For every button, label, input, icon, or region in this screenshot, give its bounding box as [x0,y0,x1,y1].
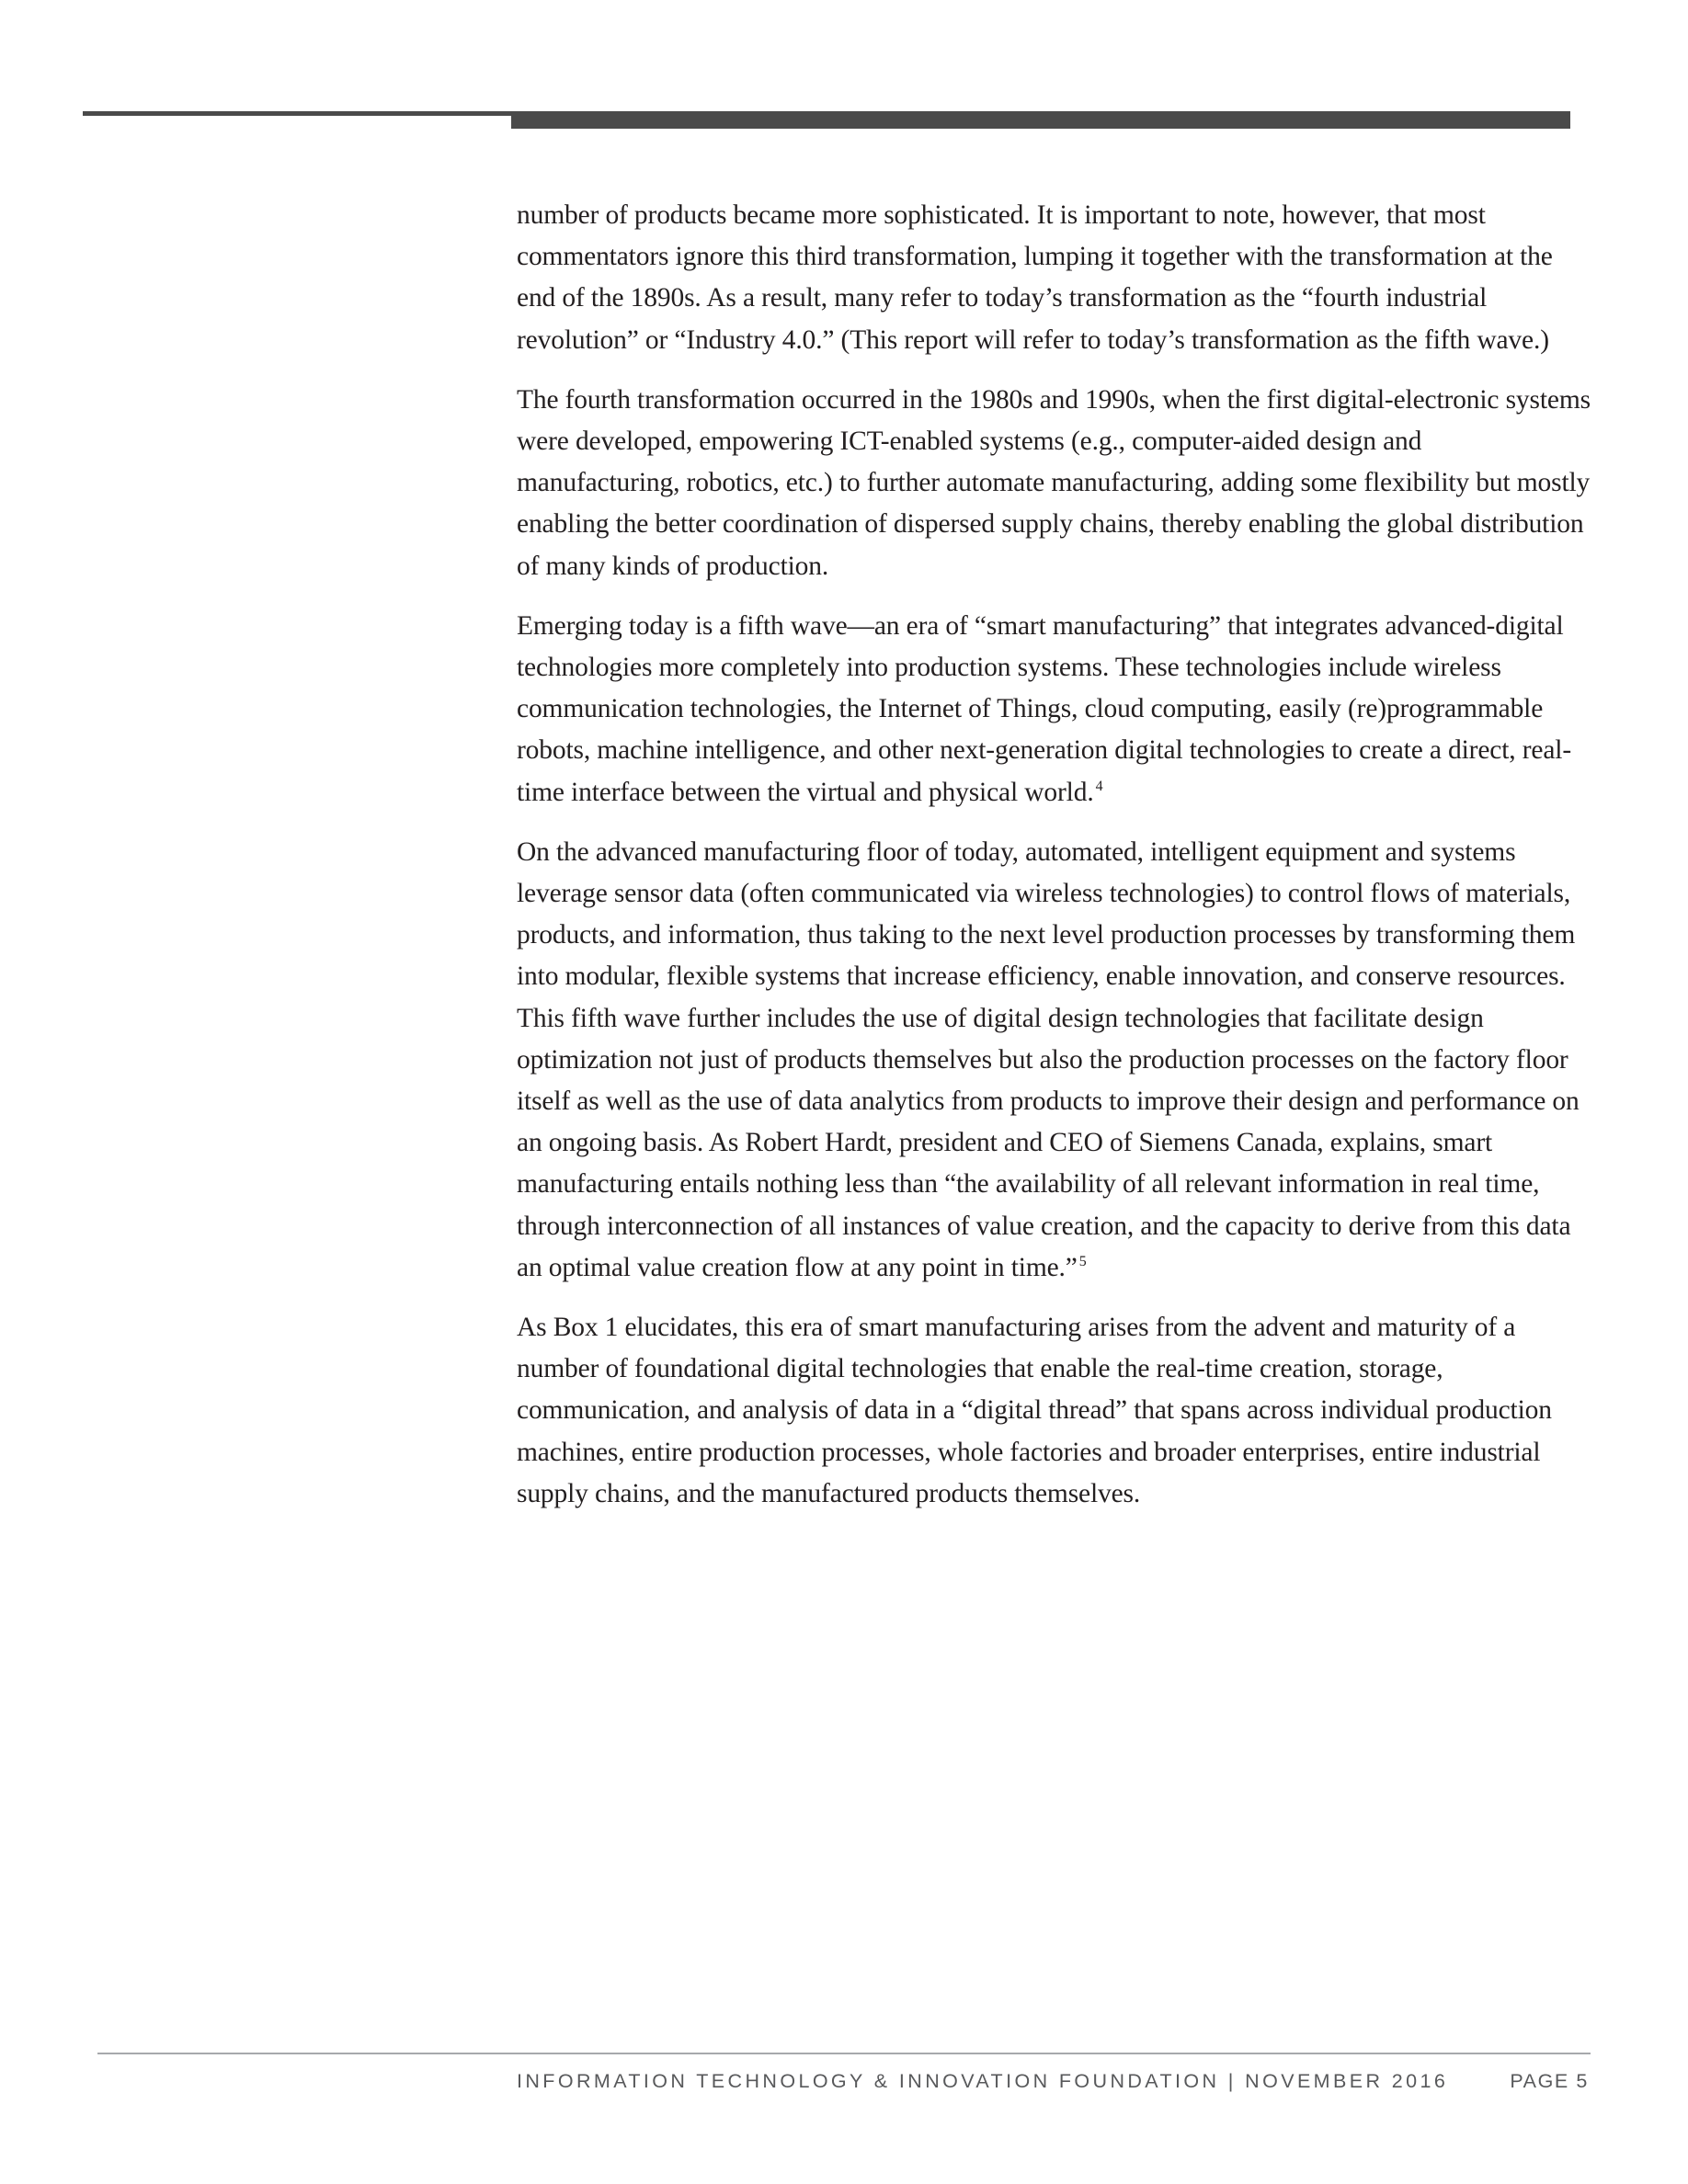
footer-date: NOVEMBER 2016 [1245,2070,1449,2092]
footnote-ref-4[interactable]: 4 [1095,778,1103,794]
footer-separator: | [1227,2070,1237,2092]
page-number: PAGE 5 [1510,2070,1589,2092]
footer-organization: INFORMATION TECHNOLOGY & INNOVATION FOUNDATION [517,2070,1220,2092]
body-text [517,195,1591,1533]
footer-source-line [517,2070,1448,2093]
header-rule-thick [511,111,1570,129]
paragraph-4 [517,832,1591,1289]
paragraph-2-text: The fourth transformation occurred in the 1980s and 1990s, when the first digital-electronic systems were developed, empowering ICT-enabled systems (e.g., computer-aided design and manufacturing, robotics, etc.) to further automate manufacturing, adding some flexibility but mostly enabling the better coordination of dispersed supply chains, thereby enabling the global distribution of many kinds of production. [517,384,1591,581]
paragraph-4-text: On the advanced manufacturing floor of today, automated, intelligent equipment and systems leverage sensor data (often communicated via wireless technologies) to control flows of materials, products, and information, thus taking to the next level production processes by transforming them into modular, flexible systems that increase efficiency, enable innovation, and conserve resources. This fifth wave further includes the use of digital design technologies that facilitate design optimization not just of products themselves but also the production processes on the factory floor itself as well as the use of data analytics from products to improve their design and performance on an ongoing basis. As Robert Hardt, president and CEO of Siemens Canada, explains, smart manufacturing entails nothing less than “the availability of all relevant information in real time, through interconnection of all instances of value creation, and the capacity to derive from this data an optimal value creation flow at any point in time.” [517,836,1580,1282]
paragraph-3-text: Emerging today is a fifth wave—an era of “smart manufacturing” that integrates advanced-digital technologies more completely into production systems. These technologies include wireless communication technologies, the Internet of Things, cloud computing, easily (re)programmable robots, machine intelligence, and other next-generation digital technologies to create a direct, real-time interface between the virtual and physical world. [517,610,1572,807]
paragraph-5-text: As Box 1 elucidates, this era of smart manufacturing arises from the advent and maturity of a number of foundational digital technologies that enable the real-time creation, storage, communication, and analysis of data in a “digital thread” that spans across individual production machines, entire production processes, whole factories and broader enterprises, entire industrial supply chains, and the manufactured products themselves. [517,1313,1552,1508]
footer-rule [97,2053,1591,2054]
paragraph-2 [517,380,1591,587]
paragraph-3 [517,606,1591,813]
paragraph-5 [517,1307,1591,1515]
footnote-ref-5[interactable]: 5 [1078,1254,1087,1270]
paragraph-1-text: number of products became more sophisticated. It is important to note, however, that most commentators ignore this third transformation, lumping it together with the transformation at the end of the 1890s. As a result, many refer to today’s transformation as the “fourth industrial revolution” or “Industry 4.0.” (This report will refer to today’s transformation as the fifth wave.) [517,200,1553,355]
paragraph-1 [517,195,1591,361]
header-rule-thin [83,111,511,116]
